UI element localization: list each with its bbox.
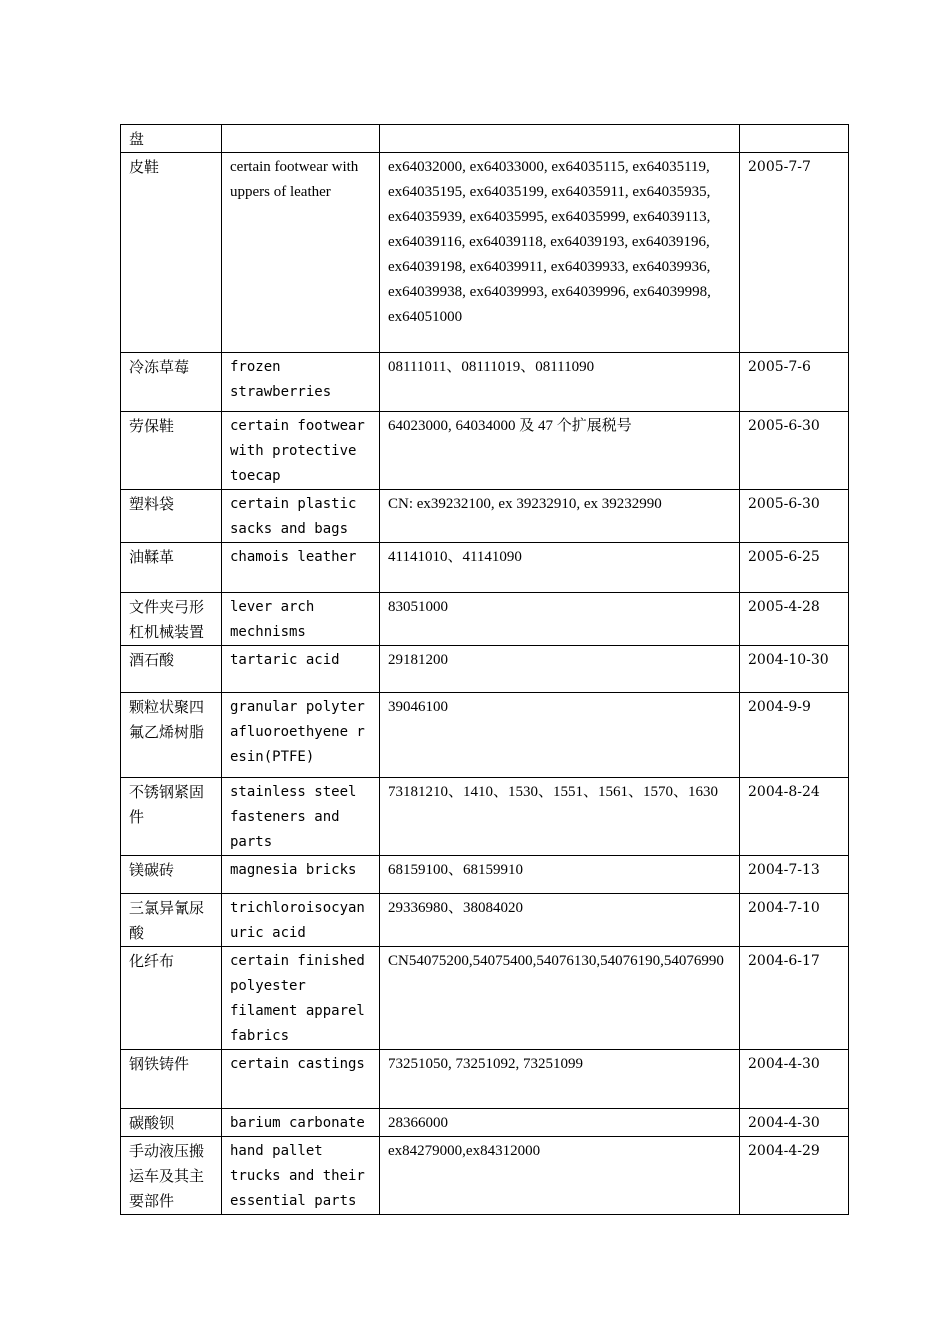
product-en: magnesia bricks [222,856,380,894]
product-cn: 盘 [121,125,222,153]
table-row [121,153,849,353]
product-cn: 冷冻草莓 [121,353,222,412]
table-row [121,125,849,153]
date: 2005-6-30 [740,490,849,543]
product-en: barium carbonate [222,1109,380,1137]
table-row [121,412,849,490]
date: 2004-7-13 [740,856,849,894]
hs-codes: ex64032000, ex64033000, ex64035115, ex64035119, ex64035195, ex64035199, ex64035911, ex64035935, ex64035939, ex64035995, ex64035999, ex64039113, ex64039116, ex64039118, ex64039193, ex64039196, ex64039198, ex64039911, ex64039933, ex64039936, ex64039938, ex64039993, ex64039996, ex64039998, ex64051000 [380,153,740,353]
hs-codes: 68159100、68159910 [380,856,740,894]
date: 2004-4-29 [740,1137,849,1215]
product-en: certain footwear with protective toecap [222,412,380,490]
table-row [121,646,849,693]
product-en: trichloroisocyanuric acid [222,894,380,947]
product-en: certain footwear with uppers of leather [222,153,380,353]
date: 2004-8-24 [740,778,849,856]
date: 2004-7-10 [740,894,849,947]
table-row [121,856,849,894]
table-row [121,693,849,778]
product-en: tartaric acid [222,646,380,693]
table-row [121,490,849,543]
product-en: granular polyterafluoroethyene resin(PTFE) [222,693,380,778]
product-cn: 手动液压搬运车及其主要部件 [121,1137,222,1215]
product-cn: 文件夹弓形杠机械装置 [121,593,222,646]
date: 2004-10-30 [740,646,849,693]
table-row [121,1137,849,1215]
hs-codes: 29336980、38084020 [380,894,740,947]
hs-codes [380,125,740,153]
product-en: hand pallet trucks and their essential parts [222,1137,380,1215]
product-cn: 皮鞋 [121,153,222,353]
table-row [121,894,849,947]
product-cn: 塑料袋 [121,490,222,543]
hs-codes: CN54075200,54075400,54076130,54076190,54076990 [380,947,740,1050]
date [740,125,849,153]
product-en: stainless steel fasteners and parts [222,778,380,856]
table-row [121,543,849,593]
date: 2004-9-9 [740,693,849,778]
table-row [121,1050,849,1109]
date: 2005-6-30 [740,412,849,490]
table-row [121,353,849,412]
product-en: certain finished polyester filament apparel fabrics [222,947,380,1050]
product-en: frozen strawberries [222,353,380,412]
product-en: certain plastic sacks and bags [222,490,380,543]
product-cn: 镁碳砖 [121,856,222,894]
product-cn: 酒石酸 [121,646,222,693]
table-row [121,593,849,646]
date: 2004-4-30 [740,1109,849,1137]
date: 2004-6-17 [740,947,849,1050]
hs-codes: ex84279000,ex84312000 [380,1137,740,1215]
date: 2005-6-25 [740,543,849,593]
date: 2005-7-6 [740,353,849,412]
product-en: lever arch mechnisms [222,593,380,646]
hs-codes: 41141010、41141090 [380,543,740,593]
product-cn: 三氯异氰尿酸 [121,894,222,947]
hs-codes: 73251050, 73251092, 73251099 [380,1050,740,1109]
product-cn: 化纤布 [121,947,222,1050]
hs-codes: 83051000 [380,593,740,646]
hs-codes: CN: ex39232100, ex 39232910, ex 39232990 [380,490,740,543]
product-cn: 油鞣革 [121,543,222,593]
product-cn: 碳酸钡 [121,1109,222,1137]
trade-remedy-table [120,124,849,1215]
product-en: chamois leather [222,543,380,593]
product-cn: 颗粒状聚四氟乙烯树脂 [121,693,222,778]
hs-codes: 64023000, 64034000 及 47 个扩展税号 [380,412,740,490]
hs-codes: 08111011、08111019、08111090 [380,353,740,412]
product-cn: 不锈钢紧固件 [121,778,222,856]
table-row [121,778,849,856]
product-en [222,125,380,153]
hs-codes: 28366000 [380,1109,740,1137]
hs-codes: 39046100 [380,693,740,778]
date: 2005-7-7 [740,153,849,353]
table-row [121,947,849,1050]
table-row [121,1109,849,1137]
product-en: certain castings [222,1050,380,1109]
product-cn: 钢铁铸件 [121,1050,222,1109]
hs-codes: 73181210、1410、1530、1551、1561、1570、1630 [380,778,740,856]
date: 2004-4-30 [740,1050,849,1109]
hs-codes: 29181200 [380,646,740,693]
date: 2005-4-28 [740,593,849,646]
product-cn: 劳保鞋 [121,412,222,490]
